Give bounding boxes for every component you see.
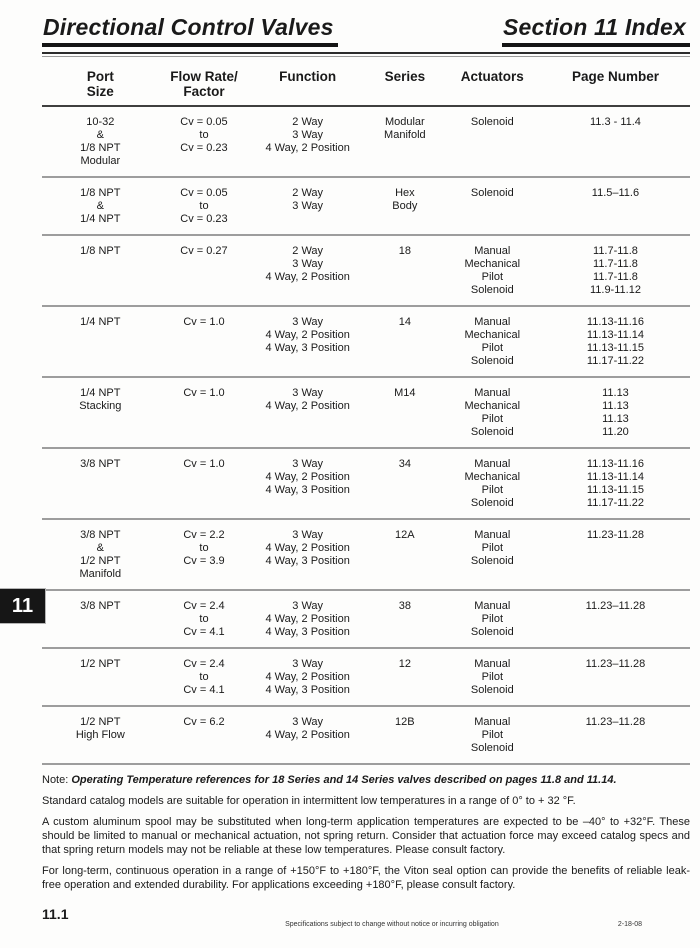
section-tab: 11	[0, 588, 46, 624]
cell-flow-rate: Cv = 2.4 to Cv = 4.1	[159, 648, 250, 706]
cell-page-number: 11.13-11.16 11.13-11.14 11.13-11.15 11.17-11.22	[541, 306, 690, 377]
cell-series: 34	[366, 448, 444, 519]
table-row	[42, 590, 690, 648]
cell-page-number: 11.13-11.16 11.13-11.14 11.13-11.15 11.17-11.22	[541, 448, 690, 519]
cell-port-size: 1/8 NPT & 1/4 NPT	[42, 177, 159, 235]
cell-flow-rate: Cv = 0.27	[159, 235, 250, 306]
cell-port-size: 10-32 & 1/8 NPT Modular	[42, 106, 159, 177]
cell-flow-rate: Cv = 1.0	[159, 306, 250, 377]
header-rule	[42, 52, 690, 57]
cell-page-number: 11.3 - 11.4	[541, 106, 690, 177]
table-row	[42, 519, 690, 590]
cell-actuators: Manual Mechanical Pilot Solenoid	[444, 235, 541, 306]
cell-page-number: 11.23–11.28	[541, 590, 690, 648]
cell-series: M14	[366, 377, 444, 448]
cell-function: 3 Way 4 Way, 2 Position 4 Way, 3 Position	[249, 590, 366, 648]
page-title-left: Directional Control Valves	[42, 14, 338, 47]
column-header: Function	[249, 69, 366, 106]
table-row	[42, 306, 690, 377]
cell-series: 12B	[366, 706, 444, 764]
cell-actuators: Manual Pilot Solenoid	[444, 648, 541, 706]
cell-function: 2 Way 3 Way 4 Way, 2 Position	[249, 106, 366, 177]
cell-flow-rate: Cv = 2.2 to Cv = 3.9	[159, 519, 250, 590]
cell-flow-rate: Cv = 1.0	[159, 448, 250, 519]
table-row	[42, 177, 690, 235]
cell-page-number: 11.23-11.28	[541, 519, 690, 590]
column-header: Series	[366, 69, 444, 106]
cell-series: 18	[366, 235, 444, 306]
table-row	[42, 106, 690, 177]
note-emphasis: Operating Temperature references for 18 Series and 14 Series valves described on pages 11.8 and 11.14.	[71, 774, 617, 786]
cell-series: 38	[366, 590, 444, 648]
table-row	[42, 448, 690, 519]
cell-port-size: 1/4 NPT Stacking	[42, 377, 159, 448]
cell-series: Modular Manifold	[366, 106, 444, 177]
table-row	[42, 706, 690, 764]
cell-flow-rate: Cv = 0.05 to Cv = 0.23	[159, 106, 250, 177]
cell-function: 3 Way 4 Way, 2 Position	[249, 706, 366, 764]
cell-function: 3 Way 4 Way, 2 Position	[249, 377, 366, 448]
cell-page-number: 11.5–11.6	[541, 177, 690, 235]
cell-port-size: 3/8 NPT	[42, 590, 159, 648]
cell-flow-rate: Cv = 0.05 to Cv = 0.23	[159, 177, 250, 235]
cell-port-size: 1/2 NPT High Flow	[42, 706, 159, 764]
cell-function: 3 Way 4 Way, 2 Position 4 Way, 3 Position	[249, 648, 366, 706]
cell-page-number: 11.13 11.13 11.13 11.20	[541, 377, 690, 448]
cell-port-size: 3/8 NPT & 1/2 NPT Manifold	[42, 519, 159, 590]
masthead	[42, 14, 690, 47]
cell-actuators: Solenoid	[444, 106, 541, 177]
cell-page-number: 11.23–11.28	[541, 706, 690, 764]
table-head	[42, 69, 690, 106]
footer-page-number: 11.1	[42, 906, 69, 922]
cell-page-number: 11.7-11.8 11.7-11.8 11.7-11.8 11.9-11.12	[541, 235, 690, 306]
column-header: Flow Rate/ Factor	[159, 69, 250, 106]
cell-actuators: Manual Mechanical Pilot Solenoid	[444, 306, 541, 377]
footer-disclaimer: Specifications subject to change without notice or incurring obligation	[285, 921, 499, 928]
note-line	[42, 773, 690, 787]
para-viton: For long-term, continuous operation in a range of +150°F to +180°F, the Viton seal option can provide the benefits of reliable leak-free operation and extended durability. For applications exceeding +180°F, please consult factory.	[42, 865, 690, 891]
cell-actuators: Manual Mechanical Pilot Solenoid	[444, 377, 541, 448]
header-row	[42, 69, 690, 106]
column-header: Port Size	[42, 69, 159, 106]
index-table	[42, 69, 690, 765]
cell-function: 2 Way 3 Way 4 Way, 2 Position	[249, 235, 366, 306]
note-label: Note:	[42, 774, 72, 786]
footer-date: 2-18-08	[617, 921, 642, 928]
cell-series: 12	[366, 648, 444, 706]
cell-series: 12A	[366, 519, 444, 590]
catalog-page	[42, 0, 690, 948]
cell-function: 3 Way 4 Way, 2 Position 4 Way, 3 Position	[249, 306, 366, 377]
page-footer	[42, 906, 690, 948]
cell-actuators: Manual Pilot Solenoid	[444, 590, 541, 648]
cell-flow-rate: Cv = 1.0	[159, 377, 250, 448]
cell-function: 2 Way 3 Way	[249, 177, 366, 235]
cell-actuators: Manual Pilot Solenoid	[444, 519, 541, 590]
cell-port-size: 3/8 NPT	[42, 448, 159, 519]
page-title-right: Section 11 Index	[502, 14, 690, 47]
cell-series: 14	[366, 306, 444, 377]
cell-flow-rate: Cv = 6.2	[159, 706, 250, 764]
table-row	[42, 377, 690, 448]
cell-flow-rate: Cv = 2.4 to Cv = 4.1	[159, 590, 250, 648]
cell-series: Hex Body	[366, 177, 444, 235]
cell-port-size: 1/4 NPT	[42, 306, 159, 377]
cell-actuators: Solenoid	[444, 177, 541, 235]
table-body	[42, 106, 690, 764]
table-row	[42, 235, 690, 306]
cell-function: 3 Way 4 Way, 2 Position 4 Way, 3 Position	[249, 519, 366, 590]
cell-function: 3 Way 4 Way, 2 Position 4 Way, 3 Position	[249, 448, 366, 519]
table-row	[42, 648, 690, 706]
cell-page-number: 11.23–11.28	[541, 648, 690, 706]
para-custom-spool: A custom aluminum spool may be substituted when long-term application temperatures are expected to be –40° to +32°F. These should be limited to manual or mechanical actuation, not spring return. Consider that actuation force may exceed catalog specs and that spring return models may not be reliable at these low temperatures. Please consult factory.	[42, 816, 690, 856]
column-header: Actuators	[444, 69, 541, 106]
notes-section	[42, 773, 690, 892]
cell-actuators: Manual Mechanical Pilot Solenoid	[444, 448, 541, 519]
cell-port-size: 1/8 NPT	[42, 235, 159, 306]
para-low-temp: Standard catalog models are suitable for operation in intermittent low temperatures in a range of 0° to + 32 °F.	[42, 795, 576, 807]
cell-port-size: 1/2 NPT	[42, 648, 159, 706]
cell-actuators: Manual Pilot Solenoid	[444, 706, 541, 764]
column-header: Page Number	[541, 69, 690, 106]
